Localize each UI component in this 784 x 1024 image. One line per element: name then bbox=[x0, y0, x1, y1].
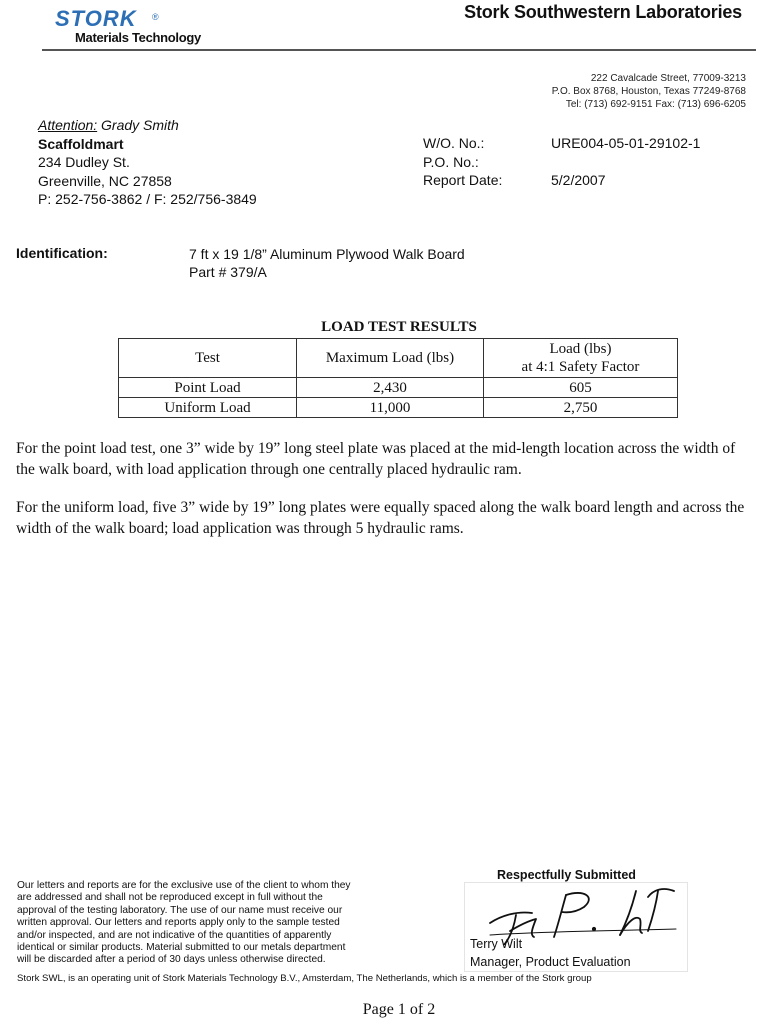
table-header-row bbox=[119, 339, 678, 378]
cell-max-load: 11,000 bbox=[297, 398, 484, 418]
column-header-max-load: Maximum Load (lbs) bbox=[297, 339, 484, 378]
client-company: Scaffoldmart bbox=[38, 135, 124, 152]
disclaimer-line: identical or similar products. Material submitted to our metals department bbox=[17, 942, 346, 954]
disclaimer-line: approval of the testing laboratory. The use of our name must receive our bbox=[17, 904, 343, 916]
load-test-results-table bbox=[118, 338, 678, 418]
table-row bbox=[119, 378, 678, 398]
client-address-block bbox=[38, 116, 257, 209]
page-number: Page 1 of 2 bbox=[362, 1001, 436, 1018]
identification-value bbox=[189, 245, 465, 281]
column-header-test: Test bbox=[119, 339, 297, 378]
address-line: 222 Cavalcade Street, 77009-3213 bbox=[590, 73, 746, 84]
logo-subtitle: Materials Technology bbox=[75, 30, 201, 45]
signer-name: Terry Wilt bbox=[470, 937, 523, 951]
ref-label: P.O. No.: bbox=[423, 153, 479, 170]
table-row bbox=[119, 398, 678, 418]
safe-load-header-line2: at 4:1 Safety Factor bbox=[521, 359, 640, 375]
ref-value: 5/2/2007 bbox=[551, 172, 606, 188]
stork-logo bbox=[55, 6, 215, 48]
disclaimer-line: written approval. Our letters and reports apply only to the sample tested bbox=[17, 917, 340, 929]
cell-safe-load: 605 bbox=[484, 378, 678, 398]
client-city: Greenville, NC 27858 bbox=[38, 172, 172, 189]
logo-registered-mark: ® bbox=[152, 12, 159, 22]
disclaimer-line: and/or inspected, and are not indicative of the quantities of apparently bbox=[17, 929, 332, 941]
disclaimer-line: will be discarded after a period of 30 days unless otherwise directed. bbox=[17, 954, 326, 966]
attention-line bbox=[38, 116, 257, 135]
disclaimer-line: Our letters and reports are for the exclusive use of the client to whom they bbox=[17, 880, 351, 891]
address-line: P.O. Box 8768, Houston, Texas 77249-8768 bbox=[551, 86, 746, 97]
attention-name: Grady Smith bbox=[101, 117, 179, 133]
address-line: Tel: (713) 692-9151 Fax: (713) 696-6205 bbox=[565, 99, 746, 110]
lab-name: Stork Southwestern Laboratories bbox=[464, 2, 742, 22]
cell-test: Point Load bbox=[119, 378, 297, 398]
cell-max-load: 2,430 bbox=[297, 378, 484, 398]
column-header-safe-load bbox=[484, 339, 678, 378]
product-description: 7 ft x 19 1/8” Aluminum Plywood Walk Board bbox=[189, 246, 465, 262]
identification-label: Identification: bbox=[16, 245, 108, 261]
point-load-description: For the point load test, one 3” wide by 19” long steel plate was placed at the mid-length location across the width of the walk board, with load application through one centrally placed hydraulic ram. bbox=[16, 440, 736, 478]
ref-label: W/O. No.: bbox=[423, 135, 485, 151]
uniform-load-description: For the uniform load, five 3” wide by 19” long plates were equally spaced along the walk board length and across the width of the walk board; load application was through 5 hydraulic rams. bbox=[16, 499, 745, 537]
cell-test: Uniform Load bbox=[119, 398, 297, 418]
disclaimer-text bbox=[17, 880, 397, 967]
safe-load-header-line1: Load (lbs) bbox=[549, 341, 612, 357]
lab-address bbox=[552, 72, 746, 111]
results-table-title: LOAD TEST RESULTS bbox=[321, 319, 477, 335]
signer-title: Manager, Product Evaluation bbox=[470, 955, 631, 969]
disclaimer-line: are addressed and shall not be reproduced except in full without the bbox=[17, 892, 323, 904]
cell-safe-load: 2,750 bbox=[484, 398, 678, 418]
stork-group-note: Stork SWL, is an operating unit of Stork Materials Technology B.V., Amsterdam, The Netherlands, which is a member of the Stork group bbox=[17, 973, 592, 984]
logo-word: STORK bbox=[55, 6, 137, 31]
ref-value: URE004-05-01-29102-1 bbox=[551, 135, 701, 151]
header-divider bbox=[42, 49, 756, 51]
attention-label: Attention: bbox=[38, 117, 98, 133]
client-phone-fax: P: 252-756-3862 / F: 252/756-3849 bbox=[38, 191, 257, 207]
ref-label: Report Date: bbox=[423, 172, 503, 188]
client-street: 234 Dudley St. bbox=[38, 154, 130, 170]
handwritten-signature bbox=[488, 885, 678, 945]
respectfully-submitted: Respectfully Submitted bbox=[497, 868, 636, 882]
part-number: Part # 379/A bbox=[189, 264, 267, 280]
